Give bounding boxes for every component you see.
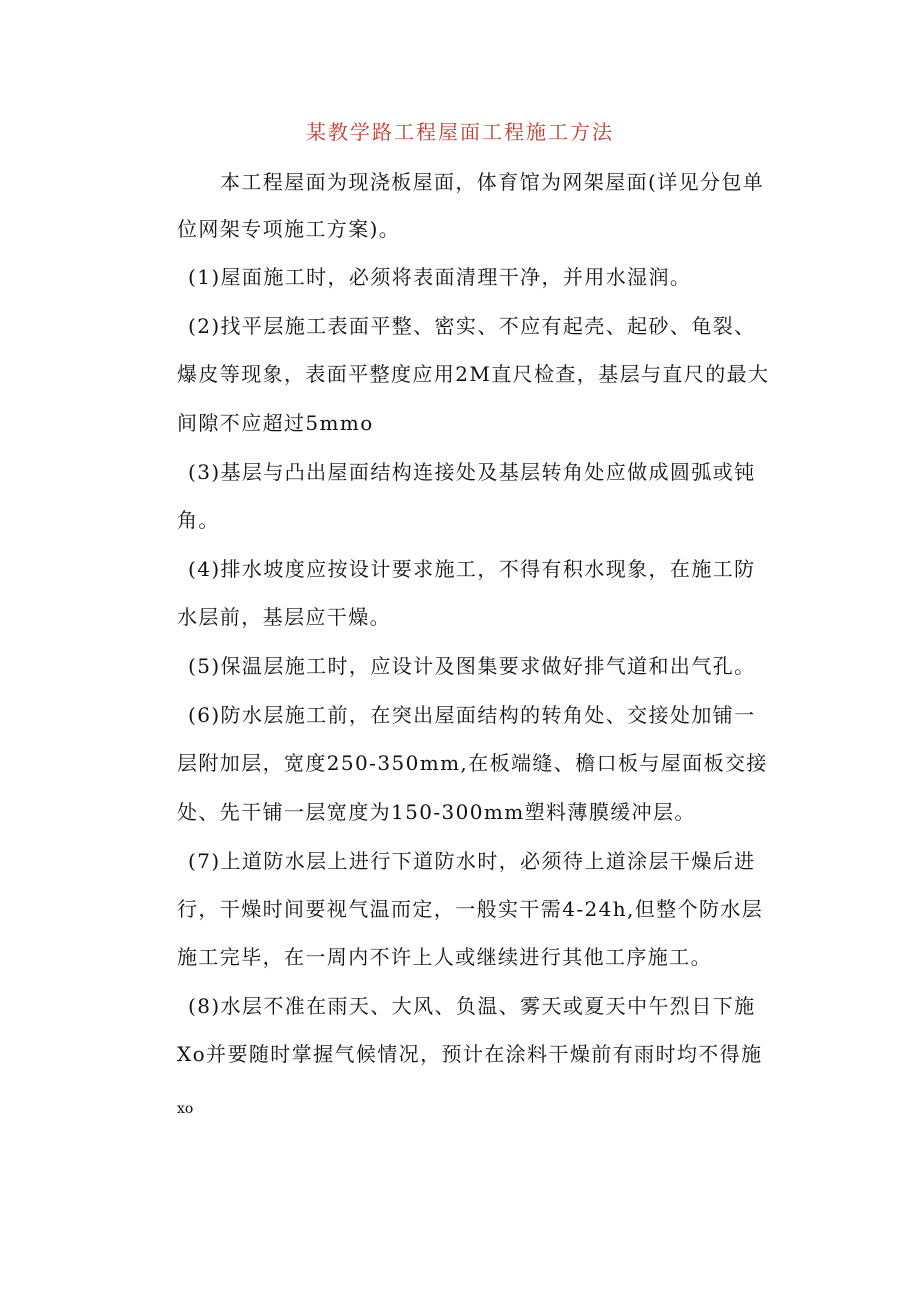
paragraph-line: (3)基层与凸出屋面结构连接处及基层转角处应做成圆弧或钝: [188, 460, 756, 484]
paragraph-line: 角。: [177, 508, 220, 532]
paragraph-line: (8)水层不准在雨天、大风、负温、雾天或夏天中午烈日下施: [188, 994, 756, 1018]
paragraph-line: 间隙不应超过5mmo: [177, 411, 374, 435]
paragraph-line: 处、先干铺一层宽度为150-300mm塑料薄膜缓冲层。: [177, 800, 696, 824]
paragraph-line: 施工完毕，在一周内不许上人或继续进行其他工序施工。: [177, 945, 712, 969]
paragraph-line: (4)排水坡度应按设计要求施工，不得有积水现象，在施工防: [188, 557, 756, 581]
paragraph-line: 本工程屋面为现浇板屋面，体育馆为网架屋面(详见分包单: [220, 170, 765, 194]
paragraph-line: (1)屋面施工时，必须将表面清理干净，并用水湿润。: [188, 265, 692, 289]
document-title: 某教学路工程屋面工程施工方法: [306, 120, 614, 144]
paragraph-line: (5)保温层施工时，应设计及图集要求做好排气道和出气孔。: [188, 654, 756, 678]
paragraph-line: 层附加层，宽度250-350mm,在板端缝、檐口板与屋面板交接: [177, 751, 768, 775]
paragraph-line: (2)找平层施工表面平整、密实、不应有起壳、起砂、龟裂、: [188, 314, 756, 338]
paragraph-line: 水层前，基层应干燥。: [177, 605, 391, 629]
paragraph-line: (6)防水层施工前，在突出屋面结构的转角处、交接处加铺一: [188, 703, 756, 727]
paragraph-line: 爆皮等现象，表面平整度应用2M直尺检查，基层与直尺的最大: [177, 362, 770, 386]
paragraph-line: 位网架专项施工方案)。: [177, 217, 401, 241]
paragraph-line: (7)上道防水层上进行下道防水时，必须待上道涂层干燥后进: [188, 849, 756, 873]
paragraph-line: Xo并要随时掌握气候情况，预计在涂料干燥前有雨时均不得施: [177, 1042, 763, 1066]
paragraph-line: xo: [177, 1101, 194, 1117]
paragraph-line: 行，干燥时间要视气温而定，一般实干需4-24h,但整个防水层: [177, 897, 764, 921]
